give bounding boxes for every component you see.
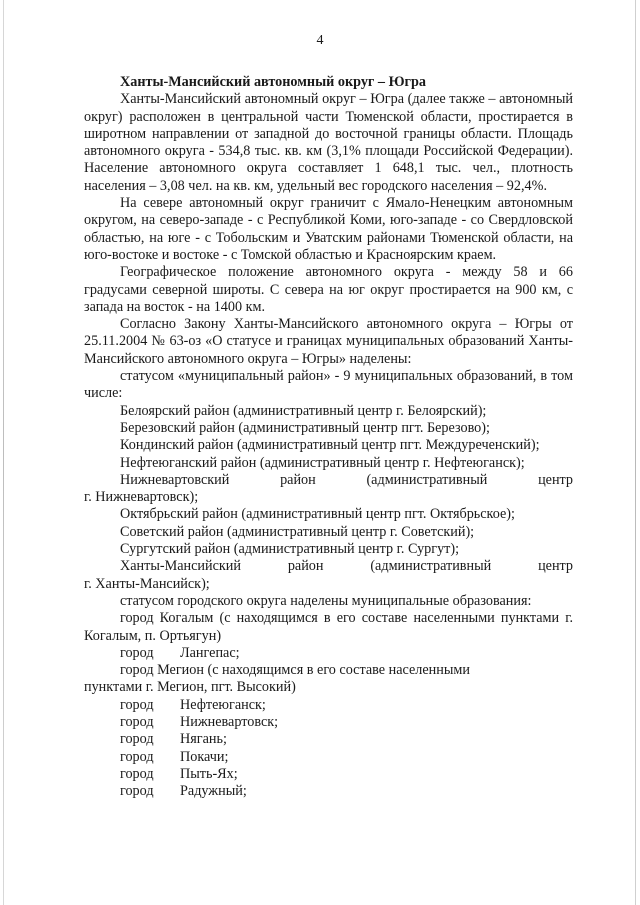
- paragraph-geography: Географическое положение автономного округа - между 58 и 66 градусами северной широты. С севера на юг округ простирается на 900 км, с запада на восток - на 1400 км.: [84, 264, 573, 315]
- district-item: Березовский район (административный центр пгт. Березово);: [120, 419, 490, 436]
- city-item: город Покачи;: [120, 748, 229, 765]
- city-item: город Нефтеюганск;: [120, 696, 266, 713]
- paragraph-law: Согласно Закону Ханты-Мансийского автономного округа – Югры от 25.11.2004 № 63-оз «О статусе и границах муниципальных образований Ханты-Мансийского автономного округа – Югры» наделены:: [84, 316, 573, 367]
- district-item: Октябрьский район (административный центр пгт. Октябрьское);: [120, 506, 515, 523]
- district-item: Ханты-Мансийский район (административный центр: [120, 558, 574, 575]
- page-number: 4: [316, 33, 324, 48]
- district-item: Нижневартовский район (административный центр: [120, 471, 574, 488]
- city-item: город Радужный;: [120, 783, 247, 800]
- paragraph-districts-intro: статусом «муниципальный район» - 9 муниципальных образований, в том числе:: [84, 368, 573, 402]
- district-item: Кондинский район (административный центр пгт. Междуреченский);: [120, 437, 540, 454]
- city-item-kogalym: город Когалым (с находящимся в его составе населенными пунктами г. Когалым, п. Ортьягун): [84, 610, 573, 644]
- city-item-megion: город Мегион (с находящимся в его составе населенными: [120, 662, 470, 679]
- district-item-continued: г. Ханты-Мансийск);: [84, 575, 210, 592]
- district-item: Нефтеюганский район (административный центр г. Нефтеюганск);: [120, 454, 525, 471]
- scan-edge-left: [3, 0, 4, 905]
- paragraph-urban-districts: статусом городского округа наделены муниципальные образования:: [120, 592, 532, 609]
- district-item: Сургутский район (административный центр г. Сургут);: [120, 541, 460, 558]
- city-item: город Лангепас;: [120, 644, 240, 661]
- scan-edge-right: [635, 0, 636, 905]
- paragraph-overview: Ханты-Мансийский автономный округ – Югра (далее также – автономный округ) расположен в центральной части Тюменской области, простирается в широтном направлении от западной до восточной границы области. Площадь автономного округа - 534,8 тыс. кв. км (3,1% площади Российской Федерации). Население автономного округа составляет 1 648,1 тыс. чел., плотность населения – 3,08 чел. на кв. км, удельный вес городского населения – 92,4%.: [84, 91, 573, 194]
- district-item: Советский район (административный центр г. Советский);: [120, 523, 475, 540]
- paragraph-borders: На севере автономный округ граничит с Ямало-Ненецким автономным округом, на северо-западе - с Республикой Коми, юго-западе - со Свердловской областью, на юге - с Тобольским и Уватским районами Тюменской области, на юго-востоке и востоке - с Томской областью и Красноярским краем.: [84, 195, 573, 263]
- section-title: Ханты-Мансийский автономный округ – Югра: [120, 74, 426, 90]
- city-item: город Нижневартовск;: [120, 713, 279, 730]
- district-item: Белоярский район (административный центр г. Белоярский);: [120, 402, 487, 419]
- city-item: город Пыть-Ях;: [120, 765, 238, 782]
- district-item-continued: г. Нижневартовск);: [84, 489, 199, 506]
- city-item: город Нягань;: [120, 731, 227, 748]
- city-item-megion-continued: пунктами г. Мегион, пгт. Высокий): [84, 679, 296, 696]
- document-body: [84, 74, 573, 800]
